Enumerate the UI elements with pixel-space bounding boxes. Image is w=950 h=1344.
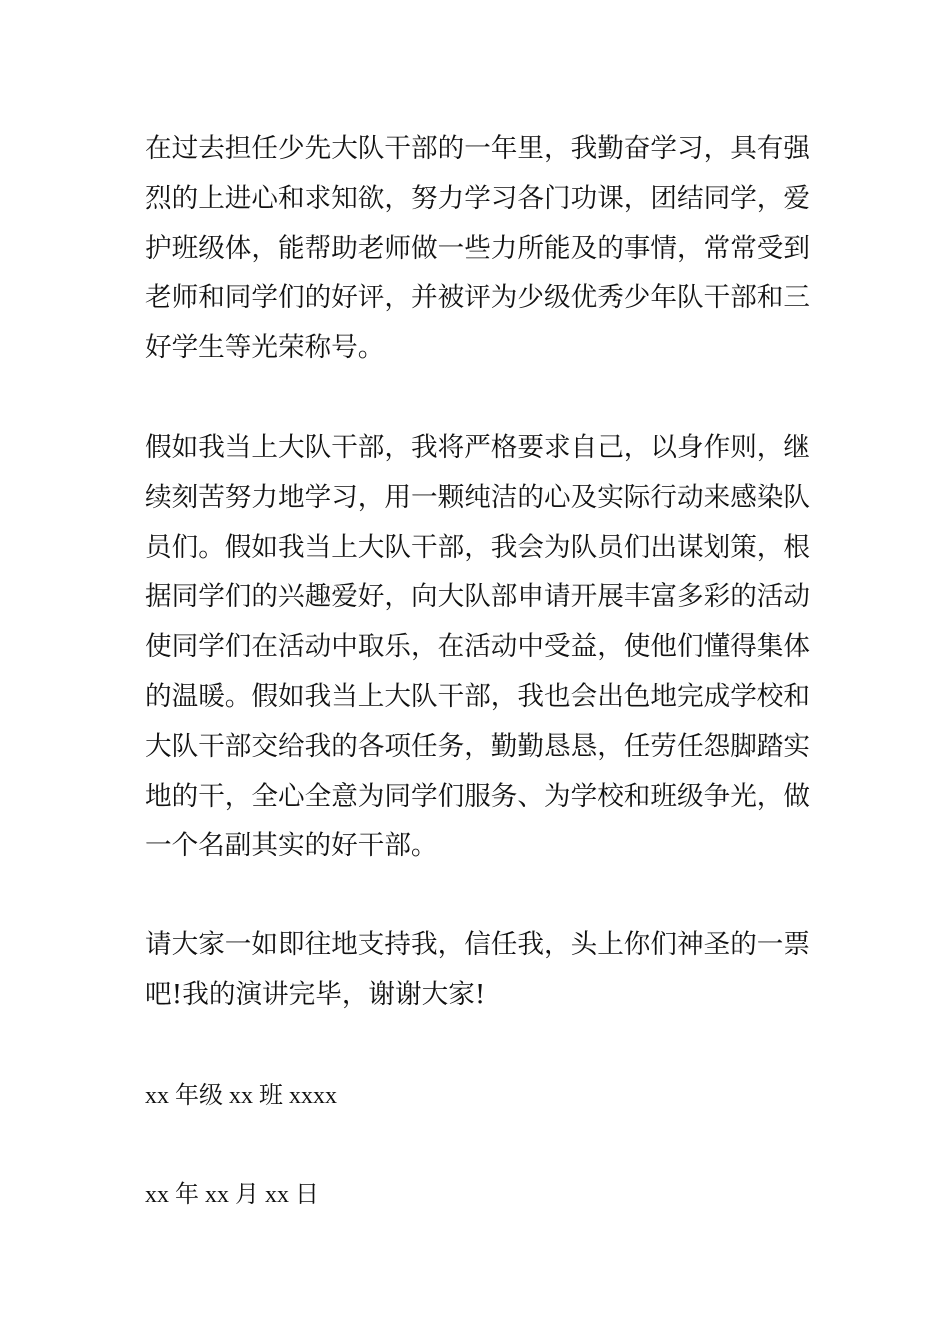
text-line: 据同学们的兴趣爱好，向大队部申请开展丰富多彩的活动 — [145, 581, 810, 613]
text-line: 大队干部交给我的各项任务，勤勤恳恳，任劳任怨脚踏实 — [145, 730, 810, 762]
text-line: 请大家一如即往地支持我，信任我，头上你们神圣的一票 — [145, 929, 810, 960]
text-line: 地的干，全心全意为同学们服务、为学校和班级争光，做 — [145, 780, 810, 812]
paragraph-closing — [145, 920, 810, 1020]
signature-date: xx 年 xx 月 xx 日 — [145, 1182, 319, 1208]
signature-class: xx 年级 xx 班 xxxx — [145, 1083, 337, 1109]
text-line: 好学生等光荣称号。 — [145, 332, 385, 364]
text-line: 续刻苦努力地学习，用一颗纯洁的心及实际行动来感染队 — [145, 481, 810, 513]
text-line: 吧!我的演讲完毕，谢谢大家! — [145, 978, 486, 1010]
text-line: 烈的上进心和求知欲，努力学习各门功课，团结同学，爱 — [145, 182, 810, 214]
text-line: 假如我当上大队干部，我将严格要求自己，以身作则，继 — [145, 432, 810, 463]
text-line: 在过去担任少先大队干部的一年里，我勤奋学习，具有强 — [145, 133, 810, 164]
paragraph-promises — [145, 423, 810, 871]
text-line: 老师和同学们的好评，并被评为少级优秀少年队干部和三 — [145, 282, 810, 314]
text-line: 员们。假如我当上大队干部，我会为队员们出谋划策，根 — [145, 531, 810, 563]
text-line: 护班级体，能帮助老师做一些力所能及的事情，常常受到 — [145, 232, 810, 264]
text-line: 的温暖。假如我当上大队干部，我也会出色地完成学校和 — [145, 680, 810, 712]
paragraph-past-experience — [145, 124, 810, 373]
text-line: 一个名副其实的好干部。 — [145, 830, 438, 862]
text-line: 使同学们在活动中取乐，在活动中受益，使他们懂得集体 — [145, 631, 810, 663]
